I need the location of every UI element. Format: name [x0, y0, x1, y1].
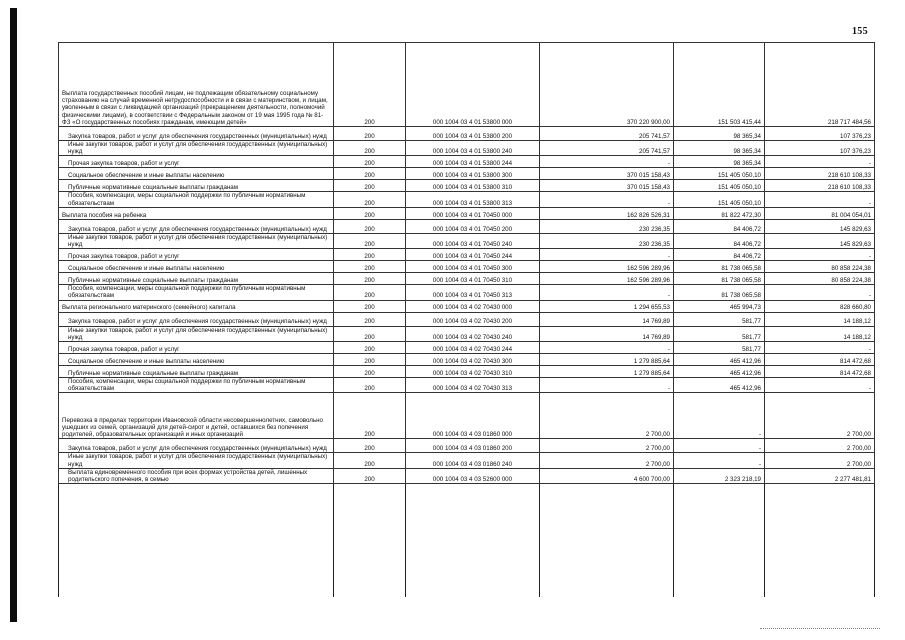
row-code: 200 [334, 273, 406, 285]
row-kbk: 000 1004 03 4 02 70430 310 [406, 366, 540, 378]
row-value-approved: 1 294 655,53 [540, 300, 674, 312]
row-value-remaining: 218 610 108,33 [765, 180, 875, 192]
row-code: 200 [334, 312, 406, 326]
row-value-approved: 162 596 289,96 [540, 261, 674, 273]
table-row [59, 207, 875, 219]
row-name: Публичные нормативные социальные выплаты гражданам [59, 273, 334, 285]
row-kbk: 000 1004 03 4 01 53800 244 [406, 156, 540, 168]
table-row [59, 249, 875, 261]
row-code: 200 [334, 326, 406, 341]
row-value-approved: 370 015 158,43 [540, 168, 674, 180]
row-kbk: 000 1004 03 4 02 70430 244 [406, 342, 540, 354]
row-code: 200 [334, 43, 406, 127]
row-kbk: 000 1004 03 4 02 70430 313 [406, 378, 540, 393]
row-value-remaining: 145 829,63 [765, 233, 875, 248]
row-value-remaining: 2 700,00 [765, 393, 875, 439]
row-value-approved: - [540, 249, 674, 261]
row-value-executed: 465 412,96 [674, 366, 765, 378]
row-kbk: 000 1004 03 4 01 53800 240 [406, 141, 540, 156]
row-value-approved: 2 700,00 [540, 439, 674, 453]
table-row [59, 141, 875, 156]
row-code: 200 [334, 468, 406, 483]
row-kbk: 000 1004 03 4 03 01860 000 [406, 393, 540, 439]
row-value-executed: 84 406,72 [674, 219, 765, 233]
table-row [59, 312, 875, 326]
row-value-approved: - [540, 285, 674, 300]
table-row [59, 273, 875, 285]
row-value-remaining: - [765, 285, 875, 300]
row-name: Перевозка в пределах территории Ивановской области несовершеннолетних, самовольно ушедших из семей, организаций для детей-сирот и детей, оставшихся без попечения родителей, образовательных организаций и иных организаций [59, 393, 334, 439]
row-value-remaining: 145 829,63 [765, 219, 875, 233]
row-name: Пособия, компенсации, меры социальной поддержки по публичным нормативным обязательствам [59, 285, 334, 300]
row-name: Выплата единовременного пособия при всех формах устройства детей, лишенных родительского попечения, в семью [59, 468, 334, 483]
row-kbk: 000 1004 03 4 01 70450 200 [406, 219, 540, 233]
row-kbk: 000 1004 03 4 01 70450 300 [406, 261, 540, 273]
row-value-remaining: 814 472,68 [765, 366, 875, 378]
row-code: 200 [334, 192, 406, 207]
row-value-approved: - [540, 192, 674, 207]
row-value-executed: 465 412,96 [674, 378, 765, 393]
table-row [59, 156, 875, 168]
row-name: Публичные нормативные социальные выплаты гражданам [59, 366, 334, 378]
row-name: Социальное обеспечение и иные выплаты населению [59, 261, 334, 273]
row-value-remaining: - [765, 156, 875, 168]
row-name: Выплата государственных пособий лицам, не подлежащим обязательному социальному страхованию на случай временной нетрудоспособности и в связи с материнством, и лицам, уволенным в связи с ликвидацией организаций (прекращением деятельности, полномочий физическими лицами), в соответствии с Федеральным законом от 19 мая 1995 года № 81-ФЗ «О государственных пособиях гражданам, имеющим детей» [59, 43, 334, 127]
row-value-remaining: - [765, 249, 875, 261]
row-name: Прочая закупка товаров, работ и услуг [59, 156, 334, 168]
row-kbk: 000 1004 03 4 01 70450 244 [406, 249, 540, 261]
table-row [59, 326, 875, 341]
row-value-remaining: 14 188,12 [765, 326, 875, 341]
row-name: Пособия, компенсации, меры социальной поддержки по публичным нормативным обязательствам [59, 378, 334, 393]
row-kbk: 000 1004 03 4 01 53800 200 [406, 127, 540, 141]
table-row [59, 192, 875, 207]
row-value-approved: 205 741,57 [540, 127, 674, 141]
budget-table [58, 42, 875, 484]
row-name: Выплата пособия на ребенка [59, 207, 334, 219]
row-code: 200 [334, 393, 406, 439]
row-value-remaining: 80 858 224,38 [765, 261, 875, 273]
row-value-executed: 465 412,96 [674, 354, 765, 366]
row-value-approved: - [540, 156, 674, 168]
row-value-approved: - [540, 342, 674, 354]
row-name: Закупка товаров, работ и услуг для обеспечения государственных (муниципальных) нужд [59, 127, 334, 141]
row-value-executed: 581,77 [674, 342, 765, 354]
row-code: 200 [334, 366, 406, 378]
row-code: 200 [334, 300, 406, 312]
row-value-executed: 151 405 050,10 [674, 192, 765, 207]
row-value-approved: 2 700,00 [540, 393, 674, 439]
row-code: 200 [334, 168, 406, 180]
row-kbk: 000 1004 03 4 01 70450 313 [406, 285, 540, 300]
row-value-approved: 14 769,89 [540, 312, 674, 326]
row-value-executed: 84 406,72 [674, 249, 765, 261]
row-value-approved: 230 236,35 [540, 219, 674, 233]
row-code: 200 [334, 285, 406, 300]
footer-line [760, 628, 880, 629]
row-value-executed: 2 323 218,19 [674, 468, 765, 483]
row-code: 200 [334, 219, 406, 233]
row-name: Закупка товаров, работ и услуг для обеспечения государственных (муниципальных) нужд [59, 439, 334, 453]
row-kbk: 000 1004 03 4 02 70430 240 [406, 326, 540, 341]
row-value-approved: 14 769,89 [540, 326, 674, 341]
row-value-executed: 151 503 415,44 [674, 43, 765, 127]
row-value-approved: 162 596 289,96 [540, 273, 674, 285]
table-row [59, 285, 875, 300]
row-value-executed: 81 738 065,58 [674, 285, 765, 300]
row-value-remaining: - [765, 192, 875, 207]
row-value-remaining: 107 376,23 [765, 141, 875, 156]
row-kbk: 000 1004 03 4 01 53800 300 [406, 168, 540, 180]
table-row [59, 342, 875, 354]
row-kbk: 000 1004 03 4 01 53800 000 [406, 43, 540, 127]
row-value-executed: 81 738 065,58 [674, 261, 765, 273]
page-number: 155 [852, 26, 868, 37]
row-value-executed: - [674, 439, 765, 453]
row-value-executed: 84 406,72 [674, 233, 765, 248]
row-value-remaining: 107 376,23 [765, 127, 875, 141]
row-name: Публичные нормативные социальные выплаты гражданам [59, 180, 334, 192]
row-value-executed: 81 738 065,58 [674, 273, 765, 285]
table-row [59, 354, 875, 366]
row-value-remaining: 814 472,68 [765, 354, 875, 366]
row-kbk: 000 1004 03 4 01 70450 240 [406, 233, 540, 248]
table-row [59, 127, 875, 141]
row-value-remaining: 14 188,12 [765, 312, 875, 326]
row-code: 200 [334, 141, 406, 156]
row-value-executed: 81 822 472,30 [674, 207, 765, 219]
row-kbk: 000 1004 03 4 01 53800 313 [406, 192, 540, 207]
row-code: 200 [334, 156, 406, 168]
row-value-remaining: 80 858 224,38 [765, 273, 875, 285]
table-row [59, 439, 875, 453]
table-row [59, 378, 875, 393]
row-value-remaining: - [765, 342, 875, 354]
row-kbk: 000 1004 03 4 02 70430 200 [406, 312, 540, 326]
scan-binding-edge [10, 8, 17, 622]
row-value-approved: 370 220 900,00 [540, 43, 674, 127]
row-code: 200 [334, 354, 406, 366]
row-kbk: 000 1004 03 4 01 70450 000 [406, 207, 540, 219]
row-kbk: 000 1004 03 4 03 01860 240 [406, 453, 540, 468]
row-code: 200 [334, 127, 406, 141]
row-code: 200 [334, 233, 406, 248]
table-row [59, 300, 875, 312]
table-row [59, 180, 875, 192]
row-value-approved: - [540, 378, 674, 393]
row-name: Иные закупки товаров, работ и услуг для обеспечения государственных (муниципальных) нужд [59, 233, 334, 248]
row-value-approved: 370 015 158,43 [540, 180, 674, 192]
row-code: 200 [334, 261, 406, 273]
row-name: Выплата регионального материнского (семейного) капитала [59, 300, 334, 312]
row-kbk: 000 1004 03 4 02 70430 300 [406, 354, 540, 366]
row-value-executed: 151 405 050,10 [674, 180, 765, 192]
row-value-executed: 581,77 [674, 326, 765, 341]
row-code: 200 [334, 439, 406, 453]
row-kbk: 000 1004 03 4 01 70450 310 [406, 273, 540, 285]
row-value-approved: 1 279 885,64 [540, 366, 674, 378]
row-value-approved: 1 279 885,64 [540, 354, 674, 366]
row-name: Иные закупки товаров, работ и услуг для обеспечения государственных (муниципальных) нужд [59, 453, 334, 468]
table-row [59, 261, 875, 273]
row-code: 200 [334, 342, 406, 354]
row-value-approved: 230 236,35 [540, 233, 674, 248]
row-value-approved: 205 741,57 [540, 141, 674, 156]
table-row [59, 393, 875, 439]
row-kbk: 000 1004 03 4 02 70430 000 [406, 300, 540, 312]
row-value-remaining: 828 660,80 [765, 300, 875, 312]
row-name: Закупка товаров, работ и услуг для обеспечения государственных (муниципальных) нужд [59, 219, 334, 233]
table-row [59, 43, 875, 127]
row-value-executed: - [674, 393, 765, 439]
table-row [59, 219, 875, 233]
row-value-remaining: 81 004 054,01 [765, 207, 875, 219]
row-value-executed: - [674, 453, 765, 468]
row-value-remaining: 218 717 484,56 [765, 43, 875, 127]
table-row [59, 453, 875, 468]
row-value-approved: 162 826 526,31 [540, 207, 674, 219]
row-name: Иные закупки товаров, работ и услуг для обеспечения государственных (муниципальных) нужд [59, 141, 334, 156]
table-row [59, 233, 875, 248]
row-value-executed: 98 365,34 [674, 127, 765, 141]
row-value-remaining: - [765, 378, 875, 393]
row-value-remaining: 2 277 481,81 [765, 468, 875, 483]
table-row [59, 168, 875, 180]
table-row [59, 366, 875, 378]
row-kbk: 000 1004 03 4 03 01860 200 [406, 439, 540, 453]
row-value-executed: 581,77 [674, 312, 765, 326]
row-value-executed: 151 405 050,10 [674, 168, 765, 180]
row-name: Прочая закупка товаров, работ и услуг [59, 342, 334, 354]
row-name: Социальное обеспечение и иные выплаты населению [59, 168, 334, 180]
row-code: 200 [334, 249, 406, 261]
row-value-executed: 98 365,34 [674, 156, 765, 168]
row-name: Прочая закупка товаров, работ и услуг [59, 249, 334, 261]
row-value-remaining: 218 610 108,33 [765, 168, 875, 180]
row-name: Закупка товаров, работ и услуг для обеспечения государственных (муниципальных) нужд [59, 312, 334, 326]
row-code: 200 [334, 180, 406, 192]
row-value-approved: 2 700,00 [540, 453, 674, 468]
row-code: 200 [334, 378, 406, 393]
row-value-executed: 465 994,73 [674, 300, 765, 312]
row-name: Пособия, компенсации, меры социальной поддержки по публичным нормативным обязательствам [59, 192, 334, 207]
row-value-remaining: 2 700,00 [765, 439, 875, 453]
row-code: 200 [334, 453, 406, 468]
row-name: Социальное обеспечение и иные выплаты населению [59, 354, 334, 366]
row-code: 200 [334, 207, 406, 219]
row-kbk: 000 1004 03 4 03 52600 000 [406, 468, 540, 483]
row-value-approved: 4 600 700,00 [540, 468, 674, 483]
row-name: Иные закупки товаров, работ и услуг для обеспечения государственных (муниципальных) нужд [59, 326, 334, 341]
row-kbk: 000 1004 03 4 01 53800 310 [406, 180, 540, 192]
table-row [59, 468, 875, 483]
row-value-executed: 98 365,34 [674, 141, 765, 156]
row-value-remaining: 2 700,00 [765, 453, 875, 468]
